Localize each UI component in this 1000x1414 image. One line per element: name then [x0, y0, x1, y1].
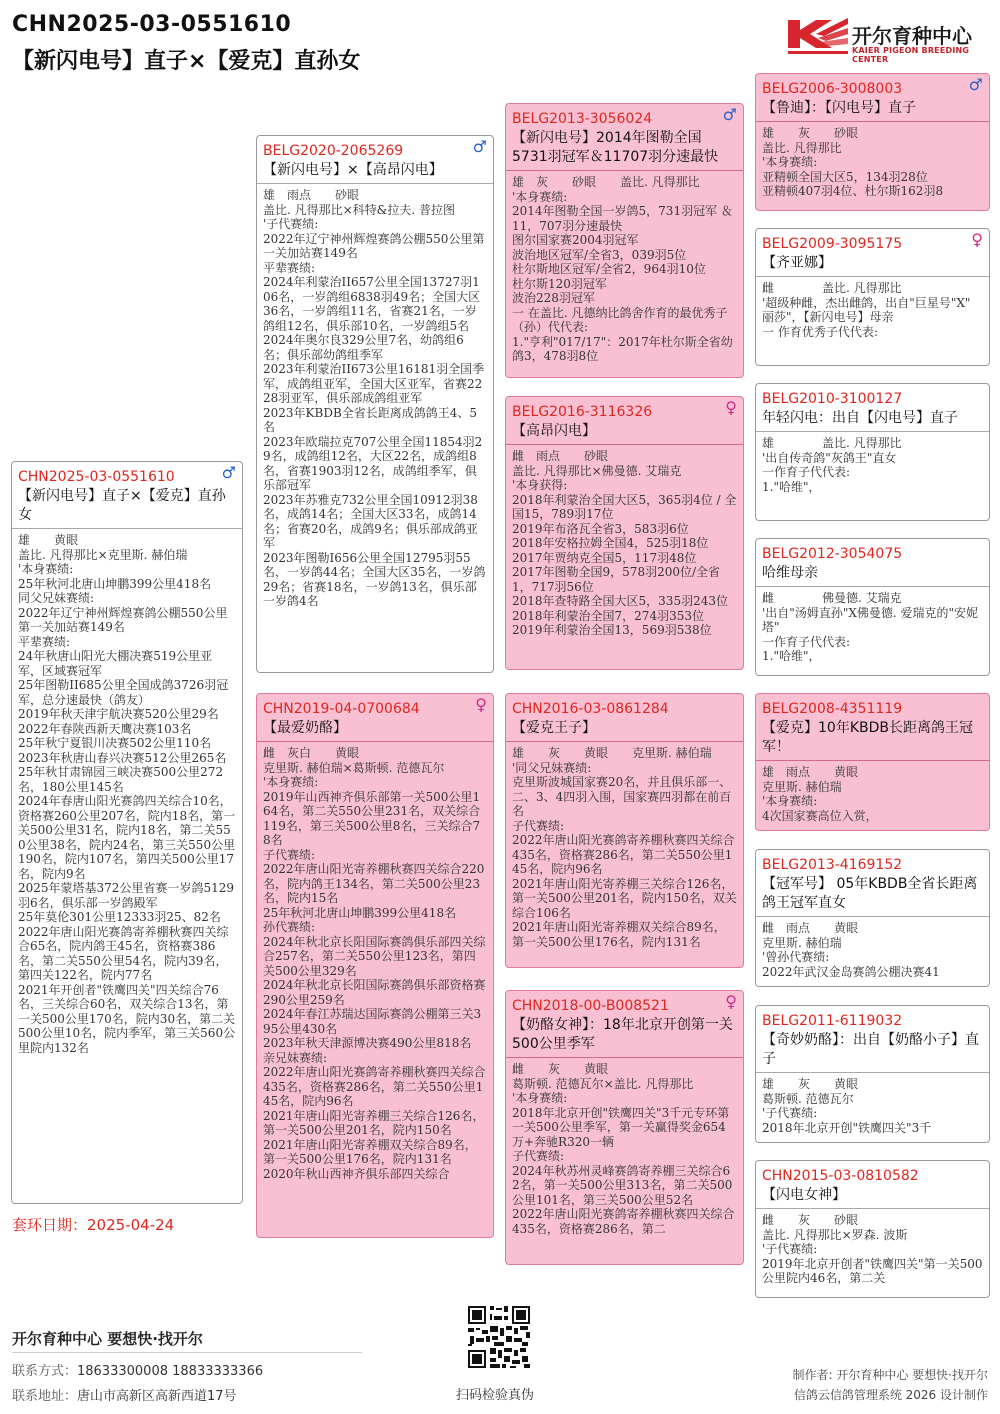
footer-address [12, 1385, 237, 1404]
great-grandparent-card [755, 228, 990, 366]
pigeon-name: 【新闪电号】直子×【爱克】直孙女 [12, 485, 242, 529]
contact-phone: 18633300008 18833333366 [77, 1364, 264, 1379]
maternal-grandsire-card [505, 693, 744, 968]
ring-number: BELG2016-3116326 [512, 404, 653, 420]
paternal-granddam-card [505, 396, 744, 670]
female-symbol-icon: ♀ [971, 230, 983, 249]
pigeon-details: 雄 灰 黄眼 克里斯. 赫伯瑞 '同父兄妹赛绩: 克里斯波城国家赛20名，并且俱乐部一、二、3、4四羽入围，国家赛四羽都在前百名 子代赛绩: 2022年唐山阳光赛鸽寄养棚秋赛四关综合435名，资格赛286名，第二关550公里145名，院内96名 2021年唐山阳光寄养棚三关综合126名，第一关500公里201名，院内150名，双关综合106名 2021年唐山阳光寄养棚双关综合89名，第一关500公里176名，院内131名 [512, 746, 737, 949]
pigeon-name: 年轻闪电：出自【闪电号】直子 [756, 407, 989, 432]
ring-number: BELG2011-6119032 [762, 1013, 903, 1029]
pigeon-name: 【爱克王子】 [506, 717, 743, 742]
kaier-logo-icon [786, 14, 850, 58]
address-value: 唐山市高新区高新西道17号 [77, 1389, 237, 1404]
great-grandparent-card [755, 383, 990, 521]
maker-credit: 制作者: 开尔育种中心 要想快·找开尔 [792, 1368, 988, 1382]
pigeon-name: 【最爱奶酪】 [257, 717, 493, 742]
ring-number: BELG2020-2065269 [263, 143, 404, 159]
pigeon-details: 雌 雨点 砂眼 盖比. 凡得那比×佛曼德. 艾瑞克 '本身获得: 2018年利蒙治全国大区5，365羽4位 / 全国15，789羽17位 2019年布洛瓦全省3，583羽6位 2018年安格拉姆全国4，525羽18位 2017年贾纳克全国5，117羽48位 2017年图勒全国9，578羽200位/全省1，717羽56位 2018年查特路全国大区5，335羽243位 2018年利蒙治全国7，274羽353位 2019年利蒙治全国13，569羽538位 [512, 449, 737, 637]
footer-divider [12, 1352, 362, 1353]
ring-number: BELG2008-4351119 [762, 701, 903, 717]
ring-number: BELG2006-3008003 [762, 81, 903, 97]
pigeon-details: 雌 盖比. 凡得那比 '超级种雌，杰出雌鸽，出自"巨星号"X" 丽莎"，【新闪电号】母亲 一 作育优秀子代代表: [762, 281, 971, 339]
contact-label: 联系方式： [12, 1364, 78, 1379]
great-grandparent-card [755, 1005, 990, 1143]
footer-contact [12, 1360, 263, 1379]
logo-chinese-text: 开尔育种中心 [852, 24, 972, 48]
dam-card [256, 693, 494, 1238]
male-symbol-icon: ♂ [221, 463, 236, 482]
pigeon-name: 【鲁迪】：【闪电号】直子 [756, 97, 989, 122]
female-symbol-icon: ♀ [725, 398, 737, 417]
system-credit: 信鸽云信鸽管理系统 2026 设计制作 [793, 1388, 988, 1402]
pedigree-id: CHN2025-03-0551610 [12, 12, 292, 37]
sire-card [256, 135, 494, 673]
great-grandparent-card [755, 538, 990, 676]
pigeon-name: 【奇妙奶酪】：出自【奶酪小子】直子 [756, 1029, 989, 1073]
pigeon-name: 【高昂闪电】 [506, 420, 743, 445]
subject-card [11, 461, 243, 1204]
male-symbol-icon: ♂ [968, 75, 983, 94]
female-symbol-icon: ♀ [475, 695, 487, 714]
pigeon-name: 【奶酪女神】：18年北京开创第一关500公里季军 [506, 1014, 743, 1058]
qr-caption: 扫码检验真伪 [456, 1388, 535, 1403]
pigeon-details: 雌 灰 砂眼 盖比. 凡得那比×罗森. 波斯 '子代赛绩: 2019年北京开创者"铁鹰四关"第一关500公里院内46名，第二关 [762, 1213, 983, 1285]
pigeon-name: 哈维母亲 [756, 562, 989, 587]
ring-number: CHN2016-03-0861284 [512, 701, 669, 717]
male-symbol-icon: ♂ [722, 105, 737, 124]
logo-english-text: KAIER PIGEON BREEDING CENTER [852, 46, 970, 64]
ring-number: CHN2015-03-0810582 [762, 1168, 919, 1184]
pigeon-details: 雄 黄眼 盖比. 凡得那比×克里斯. 赫伯瑞 '本身赛绩: 25年秋河北唐山坤鹏399公里418名 同父兄妹赛绩: 2022年辽宁神州辉煌赛鸽公棚550公里第一关加站赛149名 平辈赛绩: 24年秋唐山阳光大棚决赛519公里亚军，区域赛冠军 25年图勒II685公里全国成鸽3726羽冠军，总分速最快（鸽友） 2019年秋天津宇航决赛520公里29名 2022年春陕西新天鹰决赛103名 25年秋宁夏银川决赛502公里110名 2023年秋唐山春兴决赛512公里265名 25年秋甘肃锦园三峡决赛500公里272名，180公里145名 2024年春唐山阳光赛鸽四关综合10名，资格赛260公里207名，院内18名，第一关500公里31名，院内18名，第二关550公里38名，院内24名，第三关550公里190名，院内107名，第四关500公里17名，院内9名 2025年蒙塔基372公里省赛一岁鸽5129羽6名，俱乐部一岁鸽殿军 25年莫伦301公里12333羽25、82名 2022年唐山阳光赛鸽寄养棚秋赛四关综合65名，院内鸽王45名，资格赛386名，第二关550公里54名，院内39名，第四关122名，院内77名 2021年开创者"铁鹰四关"四关综合76名，三关综合60名，双关综合13名，第一关500公里170名，院内30名，第二关500公里10名，院内季军，第三关560公里院内132名 [18, 533, 236, 1055]
ring-number: BELG2013-4169152 [762, 857, 903, 873]
ring-number: CHN2018-00-B008521 [512, 998, 669, 1014]
maternal-granddam-card [505, 990, 744, 1265]
ring-number: BELG2013-3056024 [512, 111, 653, 127]
pigeon-details: 雄 灰 砂眼 盖比. 凡得那比 '本身赛绩: 亚精顿全国大区5，134羽28位 亚精顿407羽4位、杜尔斯162羽8 [762, 126, 944, 198]
pigeon-details: 雄 灰 砂眼 盖比. 凡得那比 '本身赛绩: 2014年图勒全国一岁鸽5，731羽冠军 ＆ 11，707羽分速最快 图尔国家赛2004羽冠军 波治地区冠军/全省3，039羽5位 杜尔斯地区冠军/全省2，964羽10位 杜尔斯120羽冠军 波治228羽冠军 一 在盖比. 凡德纳比鸽舍作育的最优秀子（孙）代代表: 1."亨利"017/17"：2017年杜尔斯全省幼鸽3，478羽8位 [512, 175, 733, 363]
pigeon-details: 雌 佛曼德. 艾瑞克 '出自"汤姆直孙"X佛曼德. 爱瑞克的"安妮塔" 一作育子代代表: 1."哈维"， [762, 591, 979, 663]
pigeon-details: 雄 雨点 砂眼 盖比. 凡得那比×科特&拉夫. 普拉图 '子代赛绩: 2022年辽宁神州辉煌赛鸽公棚550公里第一关加站赛149名 平辈赛绩: 2024年利蒙治II657公里全国13727羽106名，一岁鸽组6838羽49名；全国大区36名，一岁鸽组11名，省赛21名，一岁鸽组12名，俱乐部10名，一岁鸽组5名 2024年奥尔良329公里7名，幼鸽组6名；俱乐部幼鸽组季军 2023年利蒙治II673公里16181羽全国季军，成鸽组亚军，全国大区亚军，省赛2228羽亚军，俱乐部成鸽组亚军 2023年KBDB全省长距离成鸽鸽王4、5名 2023年欧瑞拉克707公里全国11854羽29名，成鸽组12名，大区22名，成鸽组8名，省赛1903羽12名，成鸽组季军，俱乐部冠军 2023年苏雅克732公里全国10912羽38名，成鸽14名；全国大区33名，成鸽14名；省赛20名，成鸽9名；俱乐部成鸽亚军 2023年图勒I656公里全国12795羽55名，一岁鸽44名；全国大区35名，一岁鸽29名；省赛18名，一岁鸽13名，俱乐部一岁鸽4名 [263, 188, 486, 608]
great-grandparent-card [755, 1160, 990, 1298]
pigeon-name: 【新闪电号】2014年图勒全国5731羽冠军＆11707羽分速最快 [506, 127, 743, 171]
pigeon-details: 雄 雨点 黄眼 克里斯. 赫伯瑞 '本身赛绩: 4次国家赛高位入赏， [762, 765, 878, 823]
pigeon-details: 雄 盖比. 凡得那比 '出自传奇鸽"灰鸽王"直女 一作育子代代表: 1."哈维"， [762, 436, 902, 494]
ring-number: CHN2025-03-0551610 [18, 469, 175, 485]
pigeon-name: 【冠军号】 05年KBDB全省长距离鸽王冠军直女 [756, 873, 989, 917]
pigeon-details: 雌 灰白 黄眼 克里斯. 赫伯瑞×葛斯顿. 范德瓦尔 '本身赛绩: 2019年山西神齐俱乐部第一关500公里164名，第二关550公里231名，双关综合119名，第三关500公里8名，三关综合78名 子代赛绩: 2022年唐山阳光寄养棚秋赛四关综合220名，院内鸽王134名，第二关500公里23名，院内15名 25年秋河北唐山坤鹏399公里418名 孙代赛绩: 2024年秋北京长阳国际赛鸽俱乐部四关综合257名，第二关550公里123名，第四关500公里329名 2024年秋北京长阳国际赛鸽俱乐部资格赛290公里259名 2024年春江苏瑞达国际赛鸽公棚第三关395公里430名 2023年秋天津源博决赛490公里818名 亲兄妹赛绩: 2022年唐山阳光赛鸽寄养棚秋赛四关综合435名，资格赛286名，第二关550公里145名，院内96名 2021年唐山阳光寄养棚三关综合126名，第一关500公里201名，院内150名 2021年唐山阳光寄养棚双关综合89名，第一关500公里176名，院内131名 2020年秋山西神齐俱乐部四关综合 [263, 746, 486, 1181]
paternal-grandsire-card [505, 103, 744, 378]
male-symbol-icon: ♂ [472, 137, 487, 156]
ring-number: BELG2012-3054075 [762, 546, 903, 562]
qr-code-icon[interactable] [466, 1304, 532, 1370]
great-grandparent-card [755, 693, 990, 831]
female-symbol-icon: ♀ [725, 992, 737, 1011]
pigeon-details: 雌 灰 黄眼 葛斯顿. 范德瓦尔×盖比. 凡得那比 '本身赛绩: 2018年北京开创"铁鹰四关"3千元专环第一关500公里季军，第一关赢得奖金654万+奔驰R320一辆 子代赛绩: 2024年秋苏州灵峰赛鸽寄养棚三关综合62名，第一关500公里313名，第二关500公里101名，第三关500公里52名 2022年唐山阳光赛鸽寄养棚秋赛四关综合435名，资格赛286名，第二 [512, 1062, 735, 1236]
footer-brand: 开尔育种中心 要想快·找开尔 [12, 1330, 203, 1348]
ring-number: BELG2009-3095175 [762, 236, 903, 252]
ring-date: 套环日期：2025-04-24 [12, 1216, 175, 1234]
pigeon-name: 【闪电女神】 [756, 1184, 989, 1209]
ring-number: BELG2010-3100127 [762, 391, 903, 407]
ring-number: CHN2019-04-0700684 [263, 701, 420, 717]
brand-logo [786, 14, 986, 64]
pigeon-details: 雄 灰 黄眼 葛斯顿. 范德瓦尔 '子代赛绩: 2018年北京开创"铁鹰四关"3千 [762, 1077, 932, 1135]
great-grandparent-card [755, 849, 990, 987]
pigeon-name: 【爱克】10年KBDB长距离鸽王冠军！ [756, 717, 989, 761]
pedigree-title: 【新闪电号】直子×【爱克】直孙女 [12, 49, 361, 74]
pigeon-details: 雌 雨点 黄眼 克里斯. 赫伯瑞 '曾孙代赛绩: 2022年武汉金岛赛鸽公棚决赛41 [762, 921, 940, 979]
address-label: 联系地址： [12, 1389, 78, 1404]
pigeon-name: 【新闪电号】×【高昂闪电】 [257, 159, 493, 184]
great-grandparent-card [755, 73, 990, 211]
pigeon-name: 【齐亚娜】 [756, 252, 989, 277]
